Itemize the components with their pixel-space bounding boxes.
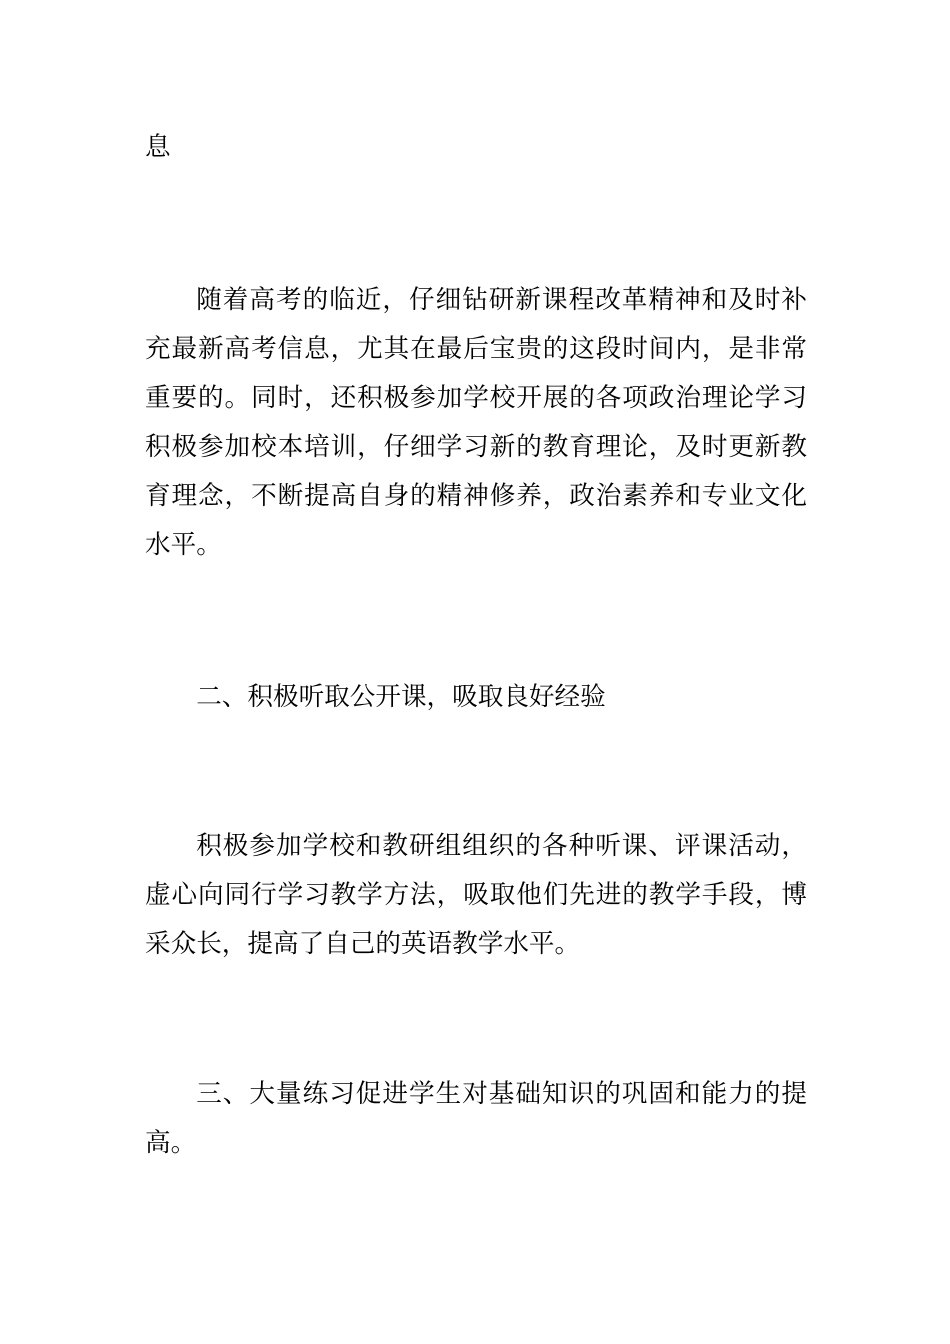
continuation-text: 息 xyxy=(145,132,171,162)
paragraph-lessons: 积极参加学校和教研组组织的各种听课、评课活动，虚心向同行学习教学方法，吸取他们先进的教学手段，博采众长，提高了自己的英语教学水平。 xyxy=(145,831,807,959)
section-heading-2: 二、积极听取公开课，吸取良好经验 xyxy=(196,682,606,712)
paragraph-study: 随着高考的临近，仔细钻研新课程改革精神和及时补充最新高考信息，尤其在最后宝贵的这段时间内，是非常重要的。同时，还积极参加学校开展的各项政治理论学习积极参加校本培训，仔细学习新的教育理论，及时更新教育理念，不断提高自身的精神修养，政治素养和专业文化水平。 xyxy=(145,285,807,560)
section-heading-3: 三、大量练习促进学生对基础知识的巩固和能力的提高。 xyxy=(145,1079,807,1158)
